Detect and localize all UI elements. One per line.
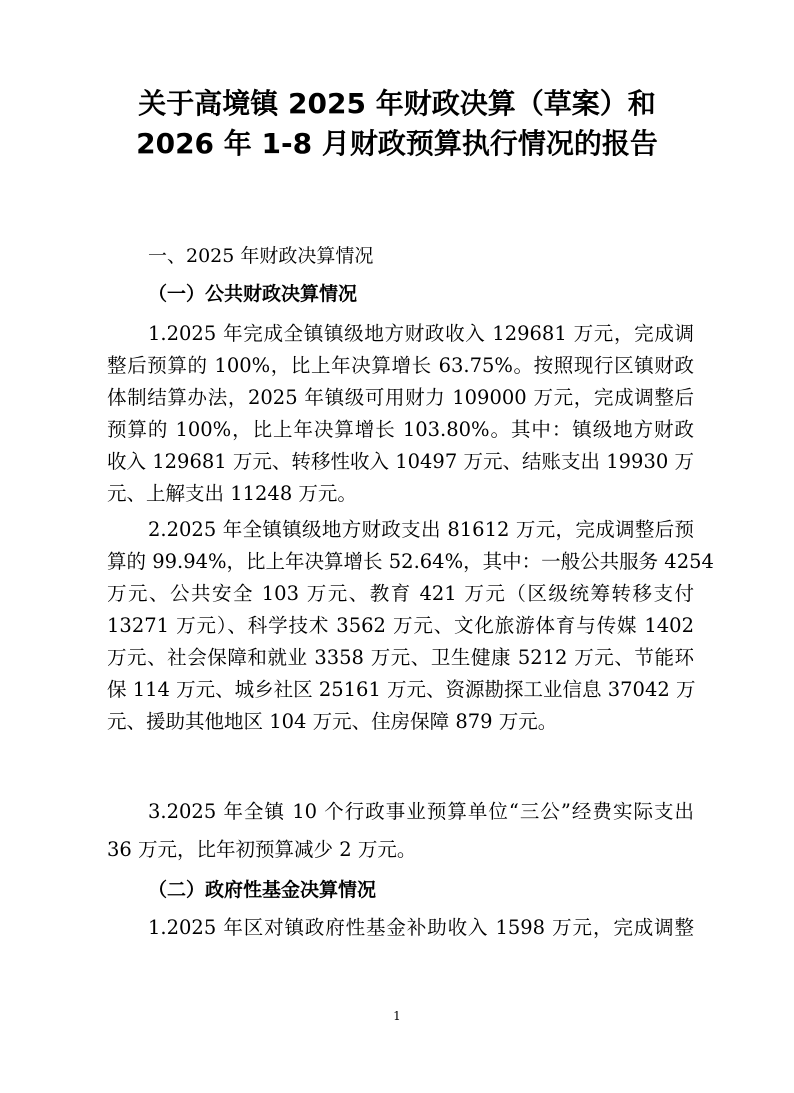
paragraph-line: 万元、社会保障和就业 3358 万元、卫生健康 5212 万元、节能环 xyxy=(107,646,694,669)
paragraph-line: 元、援助其他地区 104 万元、住房保障 879 万元。 xyxy=(107,710,558,733)
paragraph-line: 整后预算的 100%，比上年决算增长 63.75%。按照现行区镇财政 xyxy=(107,354,694,377)
page-number: 1 xyxy=(393,1009,401,1023)
section-heading-final-accounts: 一、2025 年财政决算情况 xyxy=(148,245,374,267)
paragraph-line: 收入 129681 万元、转移性收入 10497 万元、结账支出 19930 万 xyxy=(107,450,694,473)
paragraph-line: 1.2025 年区对镇政府性基金补助收入 1598 万元，完成调整 xyxy=(148,916,694,939)
paragraph-line: 万元、公共安全 103 万元、教育 421 万元（区级统筹转移支付 xyxy=(107,582,694,605)
paragraph-line: 保 114 万元、城乡社区 25161 万元、资源勘探工业信息 37042 万 xyxy=(107,678,696,701)
subsection-heading-public-finance: （一）公共财政决算情况 xyxy=(148,283,358,305)
paragraph-line: 2.2025 年全镇镇级地方财政支出 81612 万元，完成调整后预 xyxy=(148,518,694,541)
paragraph-line: 1.2025 年完成全镇镇级地方财政收入 129681 万元，完成调 xyxy=(148,322,695,345)
paragraph-line: 算的 99.94%，比上年决算增长 52.64%，其中：一般公共服务 4254 xyxy=(107,550,714,573)
document-title-line-1: 关于高境镇 2025 年财政决算（草案）和 xyxy=(138,87,656,120)
paragraph-line: 36 万元，比年初预算减少 2 万元。 xyxy=(107,838,417,861)
paragraph-line: 体制结算办法，2025 年镇级可用财力 109000 万元，完成调整后 xyxy=(107,386,694,409)
paragraph-line: 3.2025 年全镇 10 个行政事业预算单位“三公”经费实际支出 xyxy=(148,800,694,823)
paragraph-line: 元、上解支出 11248 万元。 xyxy=(107,482,357,505)
subsection-heading-government-funds: （二）政府性基金决算情况 xyxy=(148,879,377,901)
paragraph-line: 13271 万元）、科学技术 3562 万元、文化旅游体育与传媒 1402 xyxy=(107,614,694,637)
paragraph-line: 预算的 100%，比上年决算增长 103.80%。其中：镇级地方财政 xyxy=(107,418,694,441)
document-title-line-2: 2026 年 1-8 月财政预算执行情况的报告 xyxy=(136,127,658,160)
